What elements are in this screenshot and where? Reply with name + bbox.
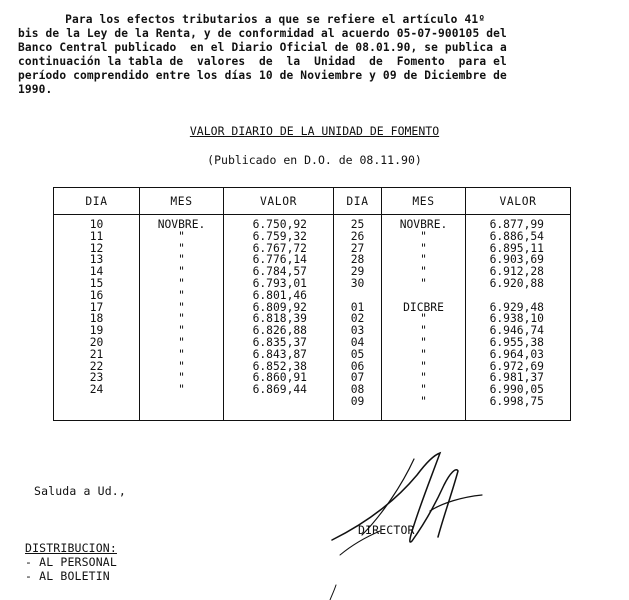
header-valor-left: VALOR bbox=[224, 188, 334, 215]
intro-line-2: bis de la Ley de la Renta, y de conformidad al acuerdo 05-07-900105 del bbox=[18, 27, 507, 40]
cell-dia-right: 09 bbox=[334, 396, 382, 421]
intro-line-1: Para los efectos tributarios a que se refiere el artículo 41º bbox=[10, 13, 486, 26]
cell-dia-left: 20 bbox=[54, 337, 140, 349]
cell-valor-left bbox=[224, 396, 334, 421]
cell-mes-right bbox=[382, 290, 466, 302]
uf-values-table bbox=[53, 187, 571, 421]
cell-valor-right: 6.895,11 bbox=[466, 243, 571, 255]
table-body bbox=[54, 215, 571, 421]
cell-mes-right: " bbox=[382, 361, 466, 373]
cell-valor-right: 6.998,75 bbox=[466, 396, 571, 421]
cell-mes-right: " bbox=[382, 254, 466, 266]
cell-mes-left: " bbox=[140, 231, 224, 243]
header-mes-right: MES bbox=[382, 188, 466, 215]
cell-dia-right: 27 bbox=[334, 243, 382, 255]
cell-mes-left: " bbox=[140, 302, 224, 314]
cell-valor-right: 6.912,28 bbox=[466, 266, 571, 278]
cell-mes-left: NOVBRE. bbox=[140, 219, 224, 231]
cell-valor-left: 6.809,92 bbox=[224, 302, 334, 314]
cell-mes-left: " bbox=[140, 325, 224, 337]
cell-valor-right: 6.903,69 bbox=[466, 254, 571, 266]
cell-valor-right: 6.920,88 bbox=[466, 278, 571, 290]
cell-valor-right: 6.938,10 bbox=[466, 313, 571, 325]
cell-mes-right: " bbox=[382, 313, 466, 325]
cell-valor-right: 6.964,03 bbox=[466, 349, 571, 361]
table-row bbox=[54, 278, 571, 290]
intro-line-4: continuación la tabla de valores de la Unidad de Fomento para el bbox=[18, 55, 507, 68]
cell-dia-left: 21 bbox=[54, 349, 140, 361]
intro-line-5: período comprendido entre los días 10 de Noviembre y 09 de Diciembre de bbox=[18, 69, 507, 82]
cell-mes-left: " bbox=[140, 384, 224, 396]
cell-dia-right: 06 bbox=[334, 361, 382, 373]
cell-dia-left: 11 bbox=[54, 231, 140, 243]
cell-mes-right: NOVBRE. bbox=[382, 219, 466, 231]
cell-dia-left: 16 bbox=[54, 290, 140, 302]
cell-dia-left: 23 bbox=[54, 372, 140, 384]
header-dia-right: DIA bbox=[334, 188, 382, 215]
cell-dia-left: 18 bbox=[54, 313, 140, 325]
cell-valor-right: 6.955,38 bbox=[466, 337, 571, 349]
cell-valor-left: 6.852,38 bbox=[224, 361, 334, 373]
table-row bbox=[54, 396, 571, 421]
table-row bbox=[54, 231, 571, 243]
cell-valor-right: 6.981,37 bbox=[466, 372, 571, 384]
distribution-item-personal: - AL PERSONAL bbox=[25, 555, 117, 569]
cell-dia-right: 03 bbox=[334, 325, 382, 337]
cell-mes-right: " bbox=[382, 243, 466, 255]
header-mes-left: MES bbox=[140, 188, 224, 215]
cell-valor-left: 6.793,01 bbox=[224, 278, 334, 290]
cell-mes-right: " bbox=[382, 266, 466, 278]
cell-mes-left: " bbox=[140, 243, 224, 255]
cell-mes-right: " bbox=[382, 349, 466, 361]
cell-valor-right: 6.929,48 bbox=[466, 302, 571, 314]
cell-dia-left: 15 bbox=[54, 278, 140, 290]
cell-mes-left: " bbox=[140, 290, 224, 302]
cell-valor-right: 6.972,69 bbox=[466, 361, 571, 373]
cell-mes-right: " bbox=[382, 337, 466, 349]
table-header-row bbox=[54, 188, 571, 215]
cell-mes-right: " bbox=[382, 384, 466, 396]
cell-dia-right: 02 bbox=[334, 313, 382, 325]
cell-dia-left bbox=[54, 396, 140, 421]
signer-title: DIRECTOR bbox=[358, 523, 415, 537]
cell-valor-right: 6.886,54 bbox=[466, 231, 571, 243]
table-subtitle: (Publicado en D.O. de 08.11.90) bbox=[207, 153, 422, 167]
cell-valor-left: 6.767,72 bbox=[224, 243, 334, 255]
cell-dia-left: 22 bbox=[54, 361, 140, 373]
cell-dia-right: 04 bbox=[334, 337, 382, 349]
cell-valor-left: 6.860,91 bbox=[224, 372, 334, 384]
cell-mes-left: " bbox=[140, 254, 224, 266]
cell-dia-right: 01 bbox=[334, 302, 382, 314]
cell-mes-left: " bbox=[140, 349, 224, 361]
cell-mes-left: " bbox=[140, 361, 224, 373]
cell-valor-left: 6.750,92 bbox=[224, 219, 334, 231]
cell-dia-right: 08 bbox=[334, 384, 382, 396]
intro-line-3: Banco Central publicado en el Diario Oficial de 08.01.90, se publica a bbox=[18, 41, 507, 54]
cell-dia-right: 26 bbox=[334, 231, 382, 243]
header-dia-left: DIA bbox=[54, 188, 140, 215]
cell-dia-left: 24 bbox=[54, 384, 140, 396]
cell-valor-left: 6.818,39 bbox=[224, 313, 334, 325]
distribution-item-boletin: - AL BOLETIN bbox=[25, 569, 110, 583]
cell-dia-right: 29 bbox=[334, 266, 382, 278]
cell-mes-right: DICBRE bbox=[382, 302, 466, 314]
cell-mes-right: " bbox=[382, 278, 466, 290]
cell-dia-right: 28 bbox=[334, 254, 382, 266]
cell-mes-right: " bbox=[382, 372, 466, 384]
cell-dia-left: 14 bbox=[54, 266, 140, 278]
table-row bbox=[54, 290, 571, 302]
cell-mes-left: " bbox=[140, 313, 224, 325]
cell-valor-left: 6.784,57 bbox=[224, 266, 334, 278]
cell-valor-left: 6.835,37 bbox=[224, 337, 334, 349]
cell-valor-right: 6.946,74 bbox=[466, 325, 571, 337]
cell-mes-left bbox=[140, 396, 224, 421]
cell-mes-right: " bbox=[382, 325, 466, 337]
cell-dia-right: 07 bbox=[334, 372, 382, 384]
greeting: Saluda a Ud., bbox=[34, 484, 126, 498]
cell-dia-left: 12 bbox=[54, 243, 140, 255]
cell-mes-left: " bbox=[140, 372, 224, 384]
cell-mes-right: " bbox=[382, 396, 466, 421]
intro-line-6: 1990. bbox=[18, 83, 53, 96]
cell-valor-left: 6.826,88 bbox=[224, 325, 334, 337]
cell-mes-left: " bbox=[140, 266, 224, 278]
cell-valor-right bbox=[466, 290, 571, 302]
cell-valor-left: 6.776,14 bbox=[224, 254, 334, 266]
cell-valor-left: 6.759,32 bbox=[224, 231, 334, 243]
table-row bbox=[54, 337, 571, 349]
cell-dia-left: 10 bbox=[54, 219, 140, 231]
distribution-title: DISTRIBUCION: bbox=[25, 541, 117, 555]
cell-dia-right bbox=[334, 290, 382, 302]
cell-mes-left: " bbox=[140, 278, 224, 290]
cell-valor-left: 6.869,44 bbox=[224, 384, 334, 396]
cell-valor-left: 6.843,87 bbox=[224, 349, 334, 361]
cell-dia-left: 19 bbox=[54, 325, 140, 337]
cell-dia-right: 05 bbox=[334, 349, 382, 361]
cell-mes-left: " bbox=[140, 337, 224, 349]
cell-valor-right: 6.877,99 bbox=[466, 219, 571, 231]
cell-dia-left: 13 bbox=[54, 254, 140, 266]
header-valor-right: VALOR bbox=[466, 188, 571, 215]
cell-dia-right: 25 bbox=[334, 219, 382, 231]
cell-dia-right: 30 bbox=[334, 278, 382, 290]
table-row bbox=[54, 349, 571, 361]
cell-valor-left: 6.801,46 bbox=[224, 290, 334, 302]
cell-dia-left: 17 bbox=[54, 302, 140, 314]
cell-mes-right: " bbox=[382, 231, 466, 243]
cell-valor-right: 6.990,05 bbox=[466, 384, 571, 396]
table-title: VALOR DIARIO DE LA UNIDAD DE FOMENTO bbox=[189, 124, 440, 138]
